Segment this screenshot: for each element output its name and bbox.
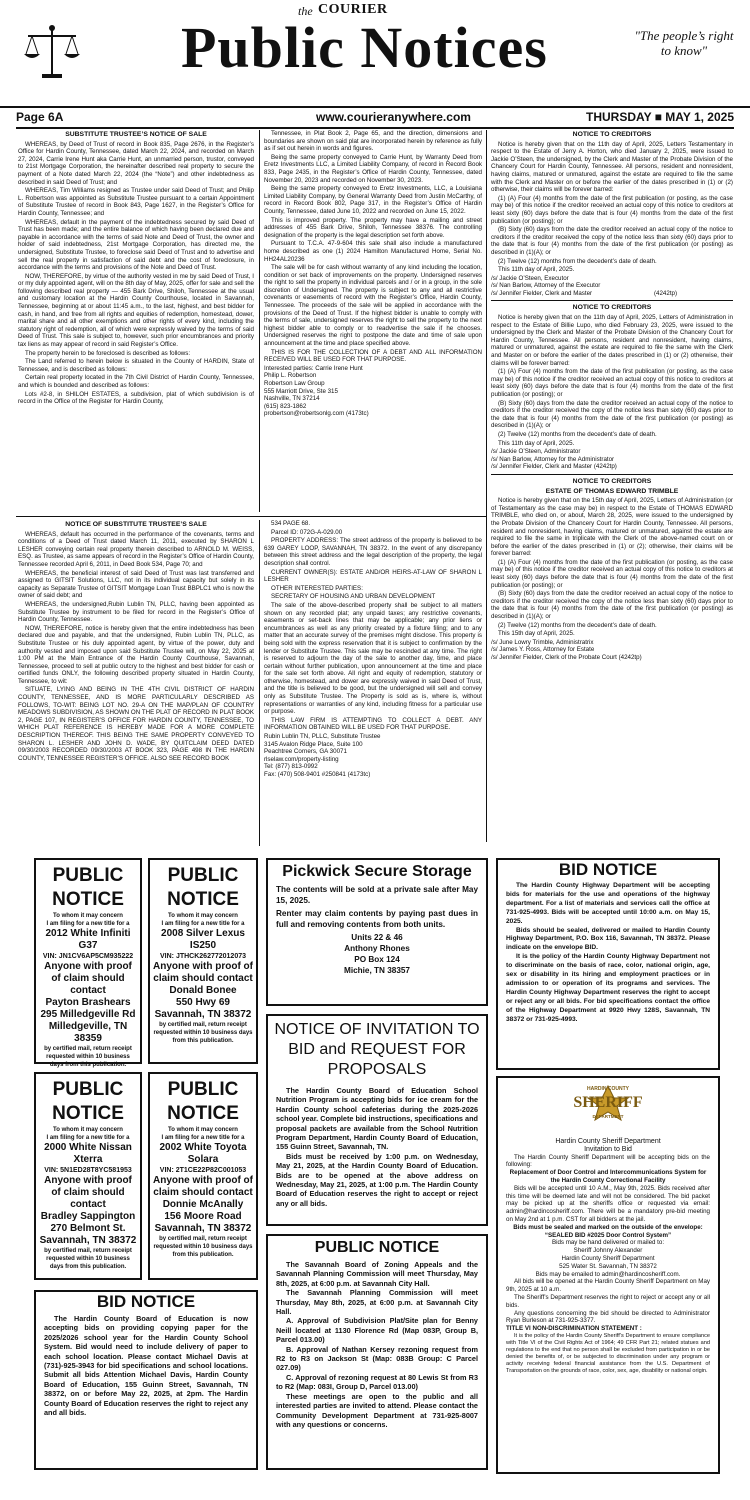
notice-line: Anyone with proof of claim should contact — [153, 1175, 253, 1198]
pickwick-sale-date: The contents will be sold at a private sale after May 15, 2025. — [276, 885, 478, 905]
signature-line: 555 Marriott Drive, Ste 315 — [264, 387, 338, 395]
divider — [16, 516, 486, 517]
sheriff-address-1: Sheriff Johnny Alexander — [573, 1247, 643, 1255]
divider — [16, 127, 734, 129]
notice-paragraph: PROPERTY ADDRESS: The street address of the property is believed to be 639 GAREY LOOP, SAVANNAH, TN 38372. In the event of any discrepancy between this street address and the legal description of the property, the legal description shall control. — [264, 537, 482, 567]
notice-paragraph: 534 PAGE 68. — [271, 520, 311, 527]
contact-address: 156 Moore Road — [164, 1211, 242, 1222]
notice-paragraph: B. Approval of Nathan Kersey rezoning request from R2 to R3 on Jackson St (Map: 083B Group: C Parcel 027.09) — [276, 1344, 478, 1373]
vehicle-description: 2012 White Infiniti G37 — [45, 928, 131, 951]
vehicle-description: 2002 White Toyota Solara — [159, 1142, 247, 1165]
notice-paragraph: Notice is hereby given that on the 11th day of April, 2025, Letters Testamentary in respect to the Estate of Jerry A. Horton, who died January 2, 2025, were issued to Jackie O’Steen, the undersigned, by the Clerk and Master of the Probate Division of the Chancery Court for Hardin County, Tennessee. All persons, resident and nonresident, having claims, matured or unmatured, against the estate are required to file the same with the Clerk and Master on or before the earlier of the dates prescribed in (1) or (2) otherwise, their claims will be forever barred: — [491, 140, 733, 194]
notice-paragraph: A. Approval of Subdivision Plat/Site plan for Benny Neill located at 1130 Florence Rd (Map 083P, Group B, Parcel 013.00) — [276, 1316, 478, 1345]
notice-paragraph: (1) (A) Four (4) months from the date of the first publication (or posting, as the case may be) of this notice if the creditor received an actual copy of this notice to creditors at least sixty (60) days before the date that is four (4) months from the date of the first publication (or posting); or — [491, 194, 733, 225]
sheriff-item: Replacement of Door Control and Intercommunications System for the Hardin County Correctional Facility — [509, 1169, 707, 1184]
vin-number: VIN: 2T1CE22P82C001053 — [159, 1167, 247, 1174]
creditors-notice — [491, 478, 733, 665]
notice-paragraph: WHEREAS, Tim Williams resigned as Trustee under said Deed of Trust; and Philip L. Robertson was appointed as Substitute Trustee pursuant to a certain Appointment of Substitute Trustee of record in Book 843, Page 1627, in the Register’s Office for Hardin County, Tennessee; and — [18, 187, 254, 217]
pickwick-box: PO Box 124 — [354, 955, 400, 964]
sheriff-envelope-note: Bids must be sealed and marked on the outside of the envelope: “SEALED BID #2025 Door Control System” — [513, 1223, 703, 1239]
signature-line: /s/ Nan Barlow, Attorney of the Executor — [491, 282, 601, 290]
creditors-notice — [491, 131, 733, 301]
notice-line: Anyone with proof of claim should contact — [153, 961, 253, 984]
website-link[interactable]: www.courieranywhere.com — [316, 110, 471, 124]
notice-paragraph: This 11th day of April, 2025. — [498, 439, 575, 447]
invite-text-1: The Hardin County Board of Education School Nutrition Program is accepting bids for ice cream for the Hardin County school cafeterias during the 2025-2026 school year. Complete bid instructions, specifications and proposal packets are available from the School Nutrition Program Department, Hardin County Board of Education, 155 Guinn Street, Savannah, TN. — [276, 1086, 478, 1152]
notice-paragraph: The Savannah Board of Zoning Appeals and the Savannah Planning Commission will meet Thursday, May 8th, 2025, at 6:00 p.m. at Savannah City Hall. — [276, 1260, 478, 1288]
column-divider — [486, 130, 487, 842]
signature-line: /s/ June Lowry Trimble, Administratrix — [491, 638, 594, 646]
notice-line: To whom it may concern — [53, 913, 123, 919]
notice-paragraph: (B) Sixty (60) days from the date the creditor received an actual copy of the notice to creditors if the creditor received the copy of the notice less than sixty (60) days prior to the date that is four (4) months from the date of the first publication (or posting) as described in (1)(A); or — [491, 226, 733, 256]
contact-city: Milledgeville, TN 38359 — [48, 1021, 128, 1044]
notice-paragraph: WHEREAS, by Deed of Trust of record in Book 835, Page 2676, in the Register’s Office for Hardin County, Tennessee, dated March 22, 2024, and recorded on March 27, 2024, Carrie Irene Hunt aka Carrie Hunt, an unmarried person, trustor, conveyed to 21st Mortgage Corporation, the hereinafter described real property to secure the payment of a Note dated March 22, 2024 (the “Note”) and other indebtedness as described in said Deed of Trust; and — [18, 140, 254, 186]
sheriff-text: The Hardin County Sheriff Department will be accepting bids on the following: — [506, 1153, 710, 1169]
sheriff-text: The Sheriff’s Department reserves the right to reject or accept any or all bids. — [506, 1293, 710, 1309]
signature-line: probertson@robertsonlg.com (4173tc) — [264, 410, 369, 418]
column-divider — [259, 130, 260, 512]
signature-line: /s/ Jennifer Fielder, Clerk and Master (4242tp) — [491, 289, 678, 297]
contact-name: Donnie McAnally — [162, 1199, 244, 1210]
notice-paragraph: Lots #2-8, in SHILOH ESTATES, a subdivision, plat of which subdivision is of record in the Office of the Register for Hardin County, — [18, 390, 254, 406]
masthead-the: the — [298, 4, 313, 18]
title-notice-2 — [148, 858, 258, 1064]
pickwick-units: Units 22 & 46 — [351, 933, 403, 942]
school-bid-notice — [34, 1290, 258, 1470]
notice-paragraph: CURRENT OWNER(S): ESTATE AND/OR HEIRS-AT-LAW OF SHARON L LESHER — [264, 568, 482, 584]
contact-address: 270 Belmont St. — [50, 1223, 126, 1234]
zoning-title: PUBLIC NOTICE — [314, 1239, 440, 1256]
contact-city: Savannah, TN 38372 — [154, 1009, 252, 1020]
signature-line: Interested parties: Carrie Irene Hunt — [264, 364, 363, 372]
folio-bar — [16, 110, 734, 128]
notice-paragraph: SITUATE, LYING AND BEING IN THE 4TH CIVIL DISTRICT OF HARDIN COUNTY, TENNESSEE, AND IS MORE PARTICULARLY DESCRIBED AS FOLLOWS, TO-WIT: BEING LOT NO. 29-A ON THE MAP/PLAN OF COUNTRY MEADOWS SUBDIVISION, AS SHOWN ON THE PLAT OF RECORD IN PLAT BOOK 2, PAGE 107, IN REGISTER’S OFFICE FOR HARDIN COUNTY, TENNESSEE, TO WHICH PLAT REFERENCE IS HEREBY MADE FOR A MORE COMPLETE DESCRIPTION THEREOF. THIS BEING THE SAME PROPERTY CONVEYED TO SHARON L. LESHER AND JOHN D. WADE, BY QUITCLAIM DEED DATED 09/30/2003 RECORDED 09/30/2003 AT BOOK 323, PAGE 498 IN THE HARDIN COUNTY, TENNESSEE REGISTER’S OFFICE. ALSO SEE RECORD BOOK — [18, 686, 254, 762]
notice-title: NOTICE TO CREDITORS — [572, 131, 652, 138]
badge-top-text: HARDIN COUNTY — [587, 1086, 629, 1092]
sheriff-heading: Hardin County Sheriff Department — [555, 1138, 661, 1145]
invite-title: NOTICE OF INVITATION TO BID and REQUEST FOR PROPOSALS — [274, 1021, 480, 1078]
signature-line: Rubin Lublin TN, PLLC, Substitute Trustee — [264, 733, 381, 741]
creditors-notice — [491, 304, 733, 474]
signature-line: Nashville, TN 37214 — [264, 395, 320, 403]
notice-line: Anyone with proof of claim should contact — [44, 961, 132, 996]
notice-paragraph: WHEREAS, the undersigned,Rubin Lublin TN, PLLC, having been appointed as Substitute Trustee by instrument to be filed for record in the Register’s Office of Hardin County, Tennessee. — [18, 600, 254, 624]
signature-line: /s/ James Y. Ross, Attorney for Estate — [491, 646, 595, 654]
notice-paragraph: This 15th day of April, 2025. — [498, 630, 575, 638]
notice-paragraph: OTHER INTERESTED PARTIES: — [271, 584, 363, 592]
contact-address: 295 Milledgeville Rd — [40, 1009, 136, 1020]
notice-paragraph: WHEREAS, default in the payment of the indebtedness secured by said Deed of Trust has been made; and the entire balance of which having been declared due and payable in accordance with the terms of said Note and Deed of Trust, the owner and holder of said indebtedness, 21st Mortgage Corporation, has directed me, the undersigned, Substitute Trustee, to foreclose said Deed of Trust and to advertise and sell the real property in satisfaction of said debt and the cost of foreclosure, in accordance with the terms and provisions of the Note and Deed of Trust. — [18, 218, 254, 272]
notice-title: NOTICE TO CREDITORS — [572, 477, 652, 485]
contact-city: Savannah, TN 38372 — [39, 1235, 137, 1246]
signature-line: Tel: (877) 813-0992 — [264, 763, 318, 771]
title-vi-text: It is the policy of the Hardin County Sheriff’s Department to ensure compliance with Title VI of the Civil Rights Act of 1964; 49 CFR Part 21; related statues and regulations to the end that no person shall be excluded from participation in or be denied the benefits of, or be subjected to discrimination under any program or activity receiving federal financial assistance from the U.S. Department of Transportation on the grounds of race, color, sex, age, disability or national origin. — [506, 1332, 710, 1374]
notice-line: To whom it may concern — [168, 1127, 238, 1133]
notice-paragraph: Parcel ID: 072G-A-029.00 — [271, 528, 343, 536]
notice-paragraph: THIS LAW FIRM IS ATTEMPTING TO COLLECT A DEBT. ANY INFORMATION OBTAINED WILL BE USED FOR THAT PURPOSE. — [264, 716, 482, 732]
notice-line: by certified mail, return receipt requested within 10 business days from this publication. — [44, 1046, 132, 1068]
zoning-public-notice — [266, 1234, 488, 1470]
notice-paragraph: Notice is hereby given that on the 15th day of April, 2025, Letters of Administration (or of Testamentary as the case may be) in respect to the Estate of THOMAS EDWARD TRIMBLE, who died on, or about, March 28, 2025, were issued to the undersigned by the Probate Division of the Chancery Court for Hardin County, Tennessee. All persons, resident and nonresident, having claims, matured or unmatured, against the estate are required to file the same in triplicate with the Clerk of the above-named court on or before the earlier of the dates prescribed in (1) or (2); otherwise, their claims will be forever barred: — [491, 497, 733, 558]
title-notice-3 — [34, 1072, 142, 1280]
sheriff-text: Bids will be accepted until 10 A.M., May 9th, 2025. Bids received after this time will be deemed late and will not be considered. The bid packet may be picked up at the sheriffs office or requested via email: admin@hardincosheriff.com. There will be a mandatory pre-bid meeting on May 2nd at 1 p.m. CST for all bidders at the jail. — [506, 1184, 710, 1223]
notice-line: To whom it may concern — [168, 913, 238, 919]
sheriff-text: Any questions concerning the bid should be directed to Administrator Ryan Burleson at 731-925-3377. — [506, 1309, 710, 1325]
issue-date: THURSDAY ■ MAY 1, 2025 — [586, 110, 734, 124]
notice-paragraph: Tennessee, in Plat Book 2, Page 65, and the direction, dimensions and boundaries are shown on said plat are incorporated herein by reference as fully as if set out herein in words and figures. — [264, 130, 482, 153]
notice-title: SUBSTITUTE TRUSTEE’S NOTICE OF SALE — [65, 131, 207, 138]
notice-paragraph: (2) Twelve (12) months from the decedent’s date of death. — [498, 430, 657, 438]
signature-line: Robertson Law Group — [264, 380, 325, 387]
invitation-to-bid — [266, 1014, 488, 1226]
notice-paragraph: The Hardin County Highway Department will be accepting bids for materials for the use and operations of the highway department. For a list of materials and services call the office at 731-925-4993. Bids will be accepted until 10:00 a.m. on May 15, 2025. — [506, 882, 710, 925]
pickwick-claim: Renter may claim contents by paying past dues in full and removing contents from both units. — [276, 909, 478, 929]
notice-line: To whom it may concern — [53, 1127, 123, 1133]
notice-heading: PUBLIC NOTICE — [52, 1079, 124, 1124]
sheriff-email[interactable]: Bids may be emailed to admin@hardincosheriff.com. — [535, 1270, 681, 1278]
vehicle-description: 2008 Silver Lexus IS250 — [161, 928, 245, 951]
notice-heading: PUBLIC NOTICE — [167, 865, 239, 910]
masthead-title: Public Notices — [181, 15, 548, 80]
notice-line: I am filing for a new title for a — [161, 921, 245, 927]
notice-paragraph: (2) Twelve (12) months from the decedent’s date of death. — [498, 257, 657, 265]
school-bid-title: BID NOTICE — [96, 1292, 196, 1311]
sheriff-address-2: Hardin County Sheriff Department — [561, 1254, 655, 1262]
notice-line: by certified mail, return receipt requested within 10 business days from this publication. — [153, 1022, 253, 1044]
trustee-sale-notice-1-cont — [264, 130, 482, 514]
contact-name: Bradley Sappington — [40, 1211, 136, 1222]
sheriff-address-3: 525 Water St. Savannah, TN 38372 — [559, 1262, 657, 1270]
invite-text-2: Bids must be received by 1:00 p.m. on Wednesday, May 21, 2025, at the Hardin County Board of Education. Bids are to be opened at the above address on Wednesday, May 21, 2025, at 1:00 p.m. The Hardin County Board of Education reserves the right to accept or reject any or all bids. — [276, 1151, 478, 1208]
notice-paragraph: (1) (A) Four (4) months from the date of the first publication (or posting, as the case may be) of this notice if the creditor received an actual copy of this notice to creditors at least sixty (60) days before the date that is four (4) months from the date of the first publication (or posting); or — [491, 368, 733, 398]
vin-number: VIN: JTHCK262772012073 — [160, 953, 246, 960]
pickwick-title: Pickwick Secure Storage — [282, 863, 472, 880]
notice-title: NOTICE TO CREDITORS — [572, 304, 652, 312]
notice-title: NOTICE OF SUBSTITUTE TRUSTEE’S SALE — [65, 521, 207, 528]
notice-paragraph: The sale will be for cash without warranty of any kind including the location, condition or set back of improvements on the property. Undersigned reserves the right to sell the property in individual parcels and / or in a group, in the sole discretion of Undersigned. The property is subject to any and all restrictive covenants or easements of record with the Register’s Office, Hardin County, Tennessee. The proceeds of the sale will be applied in accordance with the provisions of the Deed of Trust. If the highest bidder is unable to comply with the terms of sale, undersigned reserves the right to sell the property to the next highest bidder able to comply or to readvertise the sale if he chooses. Undersigned reserves the right to postpone the date and time of sale upon announcement at the time and place specified above. — [264, 264, 482, 348]
page-number: Page 6A — [16, 110, 64, 124]
notice-paragraph: SECRETARY OF HOUSING AND URBAN DEVELOPMENT — [271, 593, 436, 601]
signature-line: rlselaw.com/property-listing — [264, 755, 339, 763]
notice-paragraph: Bids should be sealed, delivered or mailed to Hardin County Highway Department, P.O. Box 116, Savannah, TN 38372. Please indicate on the envelope BID. — [506, 926, 710, 952]
badge-text: SHERIFF — [573, 1094, 643, 1111]
vehicle-description: 2000 White Nissan Xterra — [44, 1142, 132, 1165]
vin-number: VIN: JN1CV6AP5CM935222 — [42, 953, 134, 960]
notice-paragraph: Pursuant to T.C.A. 47-9-604 this sale shall also include a manufactured home described as one (1) 2024 Hamilton Manufactured Home, Serial No. HH24AL20236 — [264, 240, 482, 263]
notice-paragraph: Notice is hereby given that on the 11th day of April, 2025, Letters of Administration in respect to the Estate of Billie Lupo, who died February 23, 2025, were issued to the undersigned by the Clerk and Master of the Probate Division of the Chancery Court for Hardin County, Tennessee. All persons, resident and nonresident, having claims, matured or unmatured, against the estate are required to file the same with the Clerk and Master on or before the earlier of the dates prescribed in (1) or (2) otherwise, their claims will be forever barred: — [491, 314, 733, 367]
notice-heading: PUBLIC NOTICE — [52, 865, 124, 910]
masthead-tagline: "The people’s right to know" — [634, 28, 734, 58]
notice-paragraph: C. Approval of rezoning request at 80 Lewis St from R3 to R2 (Map: 083I, Group D, Parcel 013.00) — [276, 1372, 478, 1392]
school-bid-text: The Hardin County Board of Education is now accepting bids on providing copying paper for the 2025/2026 school year for the Hardin County School System. Bid would need to include delivery of paper to each school location. Please contact Michael Davis at (731)-925-3943 for bid specifications and school locations. Submit all bids Attention Michael Davis, Hardin County Board of Education, 155 Guinn Street, Savannah, TN 38372, on or before May 22, 2025, at 2pm. The Hardin County Board of Education reserves the right to reject any and all bids. — [44, 1314, 248, 1418]
notice-paragraph: (B) Sixty (60) days from the date the creditor received an actual copy of the notice to creditors if the creditor received the copy of the notice less than sixty (60) days prior to the date that is four (4) months from the date of the first publication (or posting) as described in (1)(A); or — [491, 590, 733, 621]
contact-name: Donald Bonee — [169, 985, 237, 996]
signature-line: Philip L. Robertson — [264, 372, 317, 380]
contact-address: 550 Hwy 69 — [176, 997, 230, 1008]
notice-paragraph: Being the same property conveyed to Eretz Investments, LLC, a Louisiana Limited Liability Company, by General Warranty Deed from Justin McCarthy, of record in Record Book 802, Page 317, in the Register’s Office of Hardin County, Tennessee, dated June 10, 2022 and recorded on June 15, 2022. — [264, 185, 482, 215]
notice-line: I am filing for a new title for a — [161, 1135, 245, 1141]
trustee-sale-notice-1 — [18, 130, 254, 514]
notice-paragraph: (1) (A) Four (4) months from the date of the first publication (or posting, as the case may be) of this notice if the creditor received an actual copy of this notice to creditors at least sixty (60) days before the date that is four (4) months from the date of the first publication (or posting); or — [491, 558, 733, 589]
signature-line: /s/ Nan Barlow, Attorney for the Administrator — [491, 455, 615, 463]
notice-paragraph: The Land referred to herein below is situated in the County of HARDIN, State of Tennessee, and is described as follows: — [18, 358, 254, 373]
notice-paragraph: The sale of the above-described property shall be subject to all matters shown on any recorded plat; any unpaid taxes; any restrictive covenants, easements or set-back lines that may be applicable; any prior liens or encumbrances as well as any priority created by a fixture filing; and to any matter that an accurate survey of the premises might disclose. This property is being sold with the express reservation that it is subject to confirmation by the lender or Substitute Trustee. This sale may be rescinded at any time. The right is reserved to adjourn the day of the sale to another day, time, and place certain without further publication, upon announcement at the time and place for the sale set forth above. All right and equity of redemption, statutory or otherwise, homestead, and dower are expressly waived in said Deed of Trust, and the title is believed to be good, but the undersigned will sell and convey only as Substitute Trustee. The Property is sold as is, where is, without representations or warranties of any kind, including fitness for a particular use or purpose. — [264, 601, 482, 716]
signature-line: /s/ Jennifer Fielder, Clerk of the Probate Court (4242tp) — [491, 654, 642, 661]
contact-name: Payton Brashears — [45, 997, 131, 1008]
scales-of-justice-icon — [22, 22, 82, 82]
notice-paragraph: NOW, THEREFORE, by virtue of the authority vested in me by said Deed of Trust, I or my duly appointed agent, will on the 8th day of May, 2025, offer for sale and sell the following described real property — 455 Bark Drive, Shiloh, Tennessee at the usual and customary location at the Hardin County Courthouse, located in Savannah, Tennessee, beginning at or about 11:45 a.m., to the last, highest, and best bidder for cash, in hand, and free from all rights and equities of redemption, homestead, dower, marital share and all other exemptions and other rights of every kind, including the statutory right of redemption, all of which were expressly waived by the terms of said Deed of Trust. This sale is subject to, however, such prior encumbrances and priority tax liens as may appear of record in said Register’s Office. — [18, 272, 254, 349]
notice-paragraph: These meetings are open to the public and all interested parties are invited to attend. Please contact the Community Development Department at 731-925-8007 with any questions or concerns. — [276, 1391, 478, 1429]
pickwick-name: Anthony Rhones — [344, 944, 410, 953]
signature-line: /s/ Jennifer Fielder, Clerk and Master (4242tp) — [491, 463, 617, 471]
notice-paragraph: (2) Twelve (12) months from the decedent’s date of death. — [498, 621, 657, 629]
highway-bid-title: BID NOTICE — [558, 860, 658, 879]
notice-paragraph: The property herein to be foreclosed is described as follows: — [25, 349, 191, 357]
notice-paragraph: Certain real property located in the 7th Civil District of Hardin County, Tennessee, and which is bounded and described as follows: — [18, 374, 254, 389]
masthead-courier: COURIER — [318, 2, 388, 17]
notice-line: by certified mail, return receipt requested within 10 business days from this publication. — [153, 1236, 253, 1258]
title-notice-1 — [34, 858, 142, 1068]
badge-bottom-text: DEPARTMENT — [592, 1114, 624, 1119]
vin-number: VIN: 5N1ED28T8YC581953 — [44, 1167, 132, 1174]
notice-paragraph: The Savannah Planning Commission will meet Thursday, May 8th, 2025, at 6:00 p.m. at Savannah City Hall. — [276, 1288, 478, 1317]
pickwick-storage-notice — [266, 858, 488, 1006]
sheriff-text: Bids may be hand delivered or mailed to: — [551, 1239, 665, 1247]
notice-paragraph: THIS IS FOR THE COLLECTION OF A DEBT AND ALL INFORMATION RECEIVED WILL BE USED FOR THAT PURPOSE. — [264, 348, 482, 364]
sheriff-text: All bids will be opened at the Hardin County Sheriff Department on May 9th, 2025 at 10 a.m. — [506, 1278, 710, 1294]
signature-line: /s/ Jackie O’Steen, Executor — [491, 274, 569, 282]
notice-paragraph: It is the policy of the Hardin County Highway Department not to discriminate on the basis of race, color, national origin, age, sex or disability in its hiring and employment practices or in admission to or operation of its programs and services. The Hardin County Highway Department reserves the right to accept or reject any or all bids. For bid specifications contact the office of the Highway Department at 9920 Hwy 128S, Savannah, TN 38372 or 731-925-4993. — [506, 953, 710, 1023]
trustee-sale-notice-2 — [18, 520, 254, 848]
notice-paragraph: (B) Sixty (60) days from the date the creditor received an actual copy of the notice to creditors if the creditor received the copy of the notice less than sixty (60) days prior to the date that is four (4) months from the date of the first publication (or posting) as described in (1)(A); or — [491, 399, 733, 430]
sheriff-subheading: Invitation to Bid — [584, 1145, 632, 1153]
signature-line: Fax: (470) 508-9401 #250841 (4173tc) — [264, 771, 371, 778]
estate-name: ESTATE OF THOMAS EDWARD TRIMBLE — [545, 487, 679, 495]
title-notice-4 — [148, 1072, 258, 1280]
signature-line: /s/ Jackie O’Steen, Administrator — [491, 448, 581, 456]
masthead — [16, 0, 734, 108]
notice-paragraph: WHEREAS, the beneficial interest of said Deed of Trust was last transferred and assigned to GITSIT Solutions, LLC, not in its individual capacity but solely in its capacity as Separate Trustee of GITSIT Mortgage Loan Trust BBPLC1 who is now the owner of said debt; and — [18, 569, 254, 600]
notice-paragraph: WHEREAS, default has occurred in the performance of the covenants, terms and conditions of a Deed of Trust dated March 11, 2011, executed by SHARON L LESHER conveying certain real property therein described to ARNOLD M. WEISS, ESQ. as Trustee, as same appears of record in the Register’s Office of Hardin County, Tennessee recorded April 6, 2011, in Deed Book 534, Page 70; and — [18, 530, 254, 568]
notice-line: by certified mail, return receipt requested within 10 business days from this publication. — [44, 1248, 132, 1270]
notice-paragraph: This is improved property. The property may have a mailing and street addresses of 455 Bark Drive, Shiloh, Tennessee 38376. The controlling designation of the property is the legal description set forth above. — [264, 216, 482, 239]
signature-line: (615) 823-1862 — [264, 402, 307, 410]
sheriff-bid-notice — [496, 1076, 720, 1474]
notice-paragraph: This 11th day of April, 2025. — [498, 266, 575, 274]
notice-line: I am filing for a new title for a — [46, 921, 130, 927]
divider — [0, 106, 750, 108]
title-vi-heading: TITLE VI NON-DISCRIMINATION STATEMENT : — [506, 1325, 642, 1333]
notice-paragraph: NOW, THEREFORE, notice is hereby given that the entire indebtedness has been declared due and payable, and that the undersigned, Rubin Lublin TN, PLLC, as Substitute Trustee or his duly appointed agent, by virtue of the power, duty and authority vested and imposed upon said Substitute Trustee will, on May 22, 2025 at 1:00 PM at the Main Entrance of the Hardin County Courthouse, Savannah, Tennessee, proceed to sell at public outcry to the highest and best bidder for cash or certified funds ONLY, the following described property situated in Hardin County, Tennessee, to wit: — [18, 624, 254, 685]
signature-line: 3145 Avalon Ridge Place, Suite 100 — [264, 740, 363, 748]
highway-bid-notice — [496, 858, 720, 1070]
column-divider — [259, 520, 260, 846]
notice-line: Anyone with proof of claim should contact — [44, 1175, 132, 1210]
notice-line: I am filing for a new title for a — [46, 1135, 130, 1141]
contact-city: Savannah, TN 38372 — [154, 1223, 252, 1234]
notice-paragraph: Being the same property conveyed to Carrie Hunt, by Warranty Deed from Eretz Investments LLC, a Limited Liability Company, of record in Record Book 833, Page 2435, in the Register’s Office of Hardin County, Tennessee, dated November 20, 2023 and recorded on November 30, 2023. — [264, 153, 482, 184]
creditors-column — [491, 130, 733, 846]
signature-line: Peachtree Corners, GA 30071 — [264, 748, 347, 756]
pickwick-city: Michie, TN 38357 — [344, 966, 410, 975]
notice-heading: PUBLIC NOTICE — [167, 1079, 239, 1124]
trustee-sale-notice-2-cont — [264, 520, 482, 848]
